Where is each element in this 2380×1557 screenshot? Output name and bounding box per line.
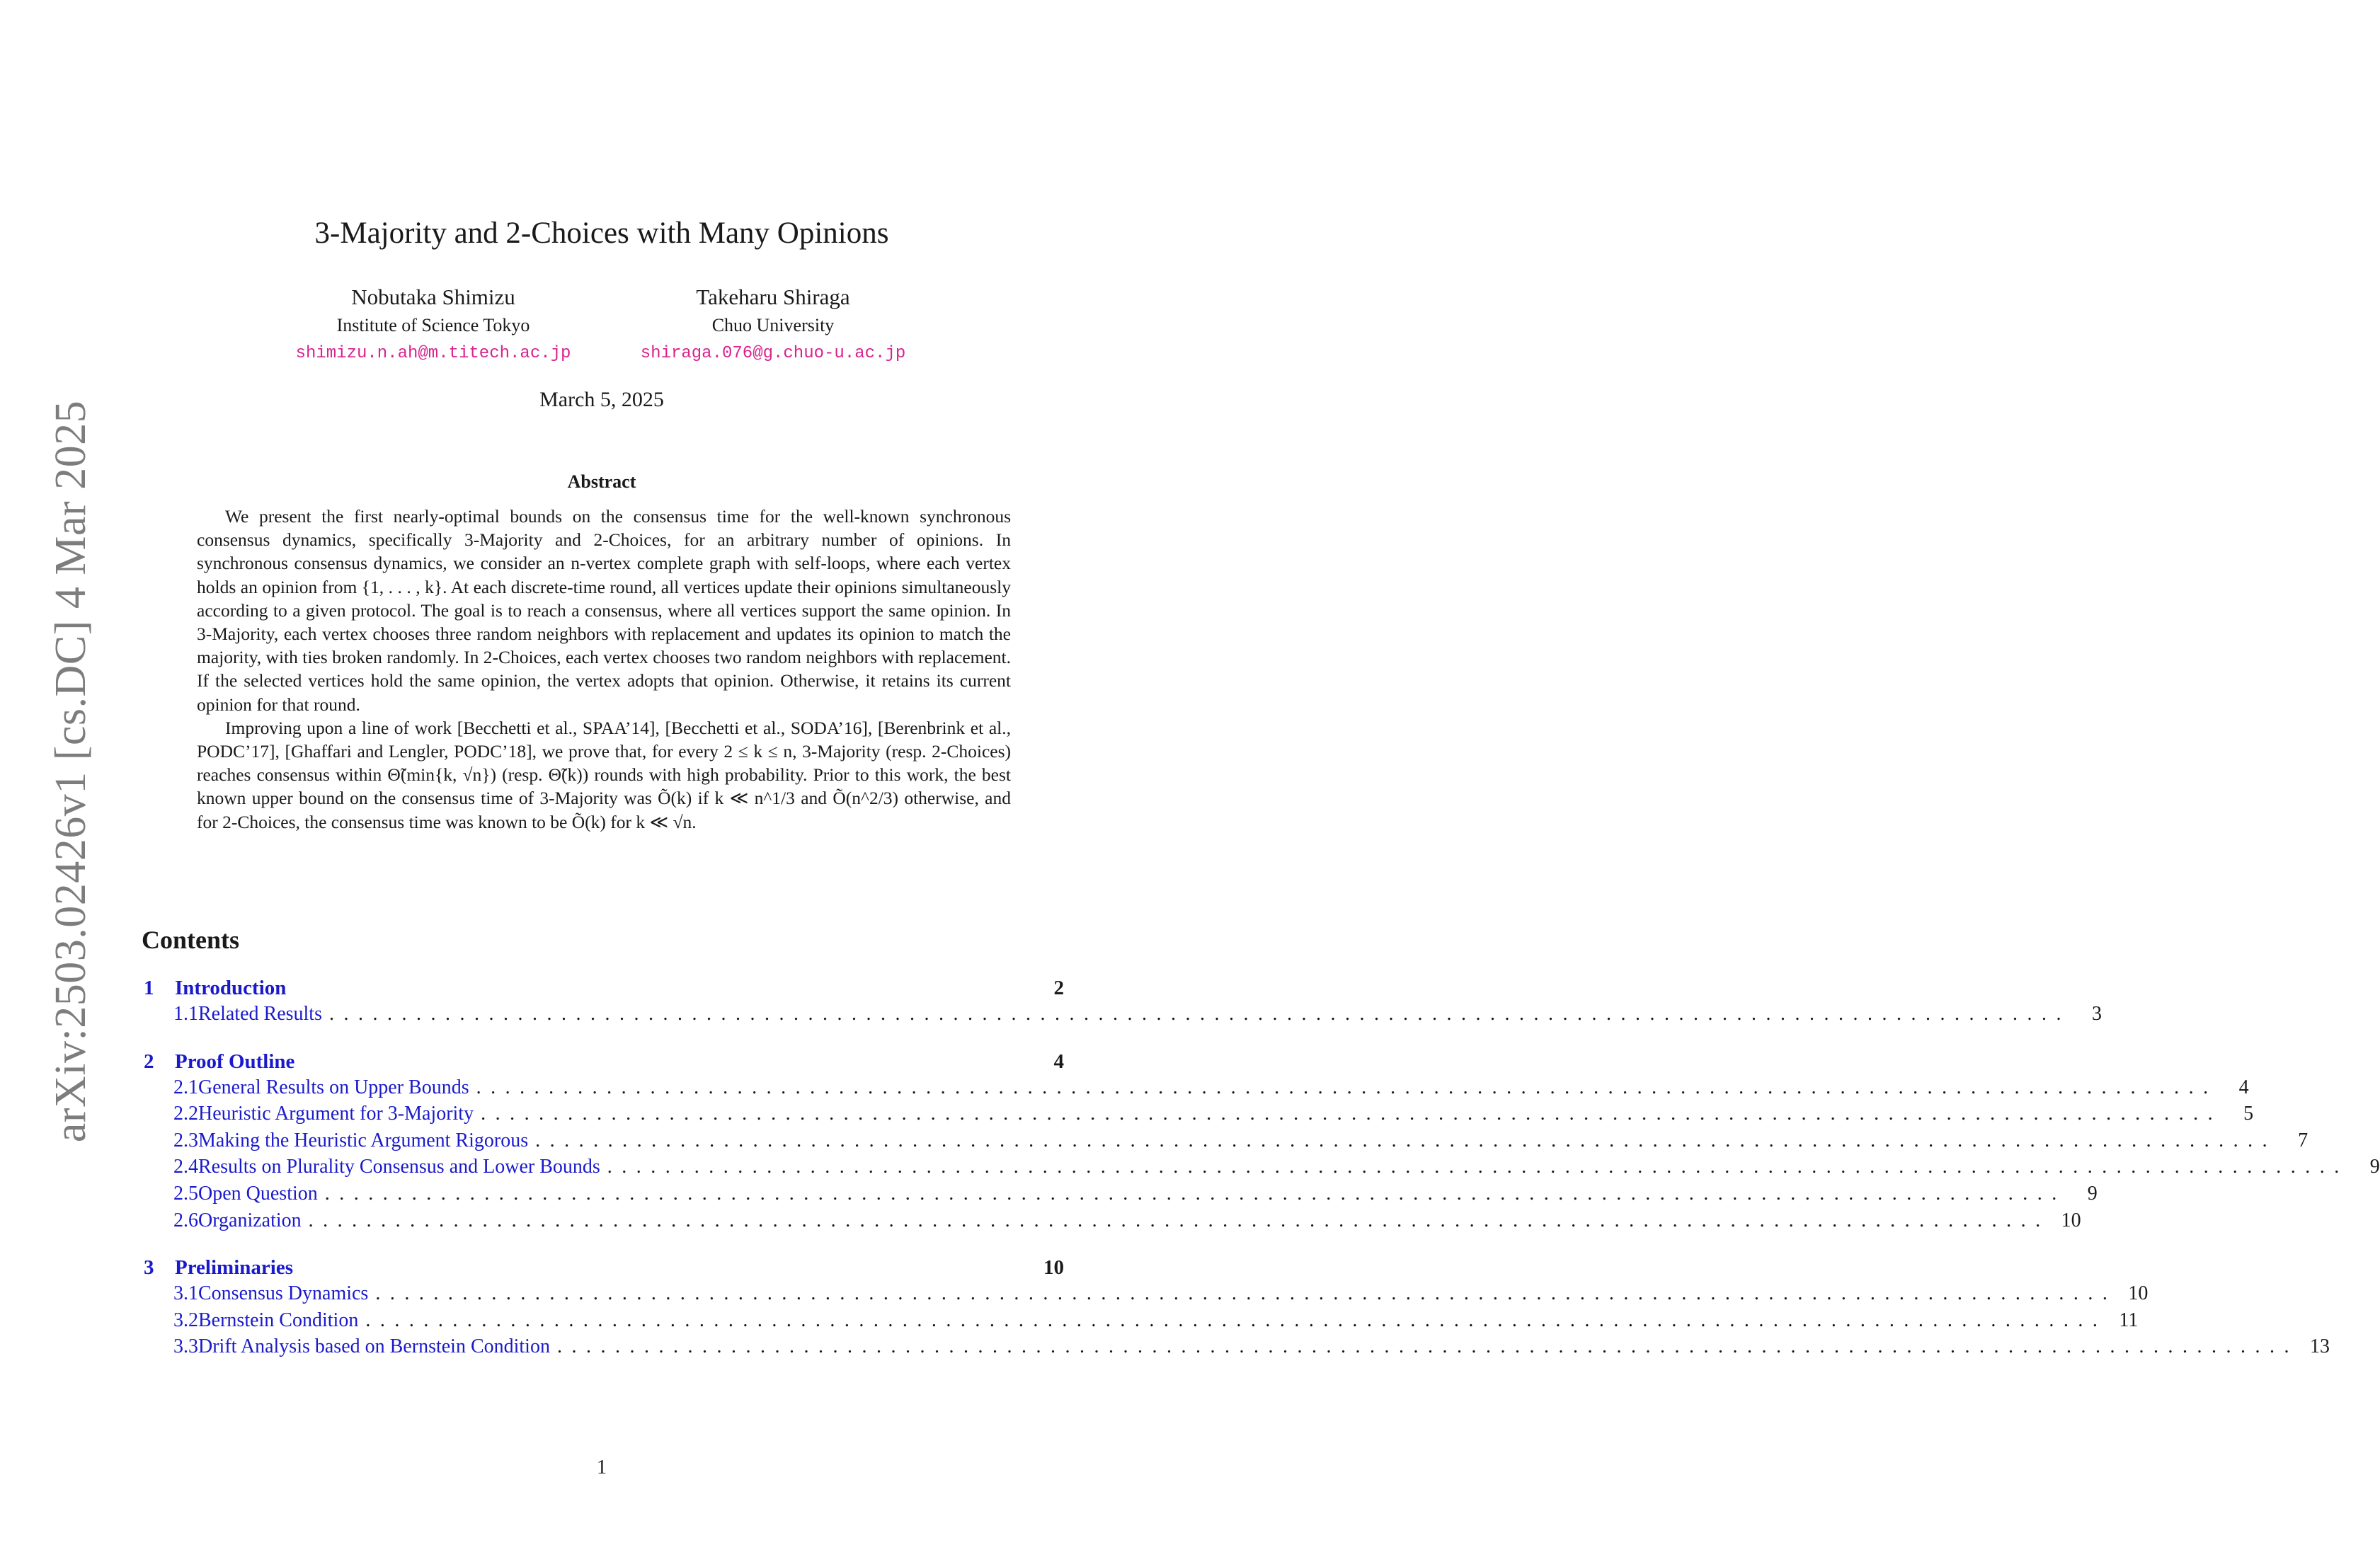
toc-subsection-entry[interactable] [144,1209,2081,1232]
contents-heading: Contents [142,926,240,954]
toc-subsection-number: 2.2 [173,1103,198,1125]
toc-page-number: 9 [2087,1183,2098,1205]
author-name: Nobutaka Shimizu [351,285,515,309]
toc-subsection-entry[interactable] [144,1309,2139,1332]
toc-subsection-link[interactable]: Results on Plurality Consensus and Lower Bounds [198,1156,600,1178]
toc-leader-dots: ........................................................................................................................ [365,1309,2107,1331]
page-number: 1 [597,1457,607,1478]
toc-subsection-entry[interactable] [144,1335,2330,1358]
toc-page-number: 2 [1053,977,1064,999]
toc-subsection-number: 1.1 [173,1003,198,1025]
toc-section-number: 2 [144,1050,154,1073]
toc-leader-dots: ........................................................................................................................ [308,1209,2050,1231]
toc-leader-dots: ........................................................................................................................ [481,1103,2223,1125]
toc-page-number: 7 [2298,1129,2309,1151]
toc-section-entry[interactable] [144,1256,1064,1280]
toc-subsection-entry[interactable] [144,1282,2149,1305]
toc-page-number: 4 [2238,1076,2249,1098]
toc-subsection-link[interactable]: General Results on Upper Bounds [198,1076,469,1098]
toc-subsection-entry[interactable] [144,1103,2254,1125]
author-block [561,283,985,368]
toc-page-number: 13 [2309,1335,2330,1358]
abstract-heading: Abstract [567,471,636,492]
toc-page-number: 10 [2061,1209,2081,1231]
toc-section-entry[interactable] [144,1050,1064,1074]
toc-page-number: 5 [2243,1103,2254,1125]
toc-leader-dots: ........................................................................................................................ [556,1335,2299,1358]
toc-subsection-number: 3.1 [173,1282,198,1305]
toc-subsection-entry[interactable] [144,1076,2249,1099]
toc-section-link[interactable]: Proof Outline [175,1050,295,1073]
toc-leader-dots: ........................................................................................................................ [535,1129,2277,1151]
toc-page-number: 10 [2128,1282,2149,1305]
toc-leader-dots: ........................................................................................................................ [324,1183,2066,1205]
toc-section-number: 3 [144,1256,154,1280]
toc-subsection-number: 2.6 [173,1209,198,1231]
toc-subsection-link[interactable]: Heuristic Argument for 3-Majority [198,1103,474,1125]
toc-subsection-entry[interactable] [144,1183,2098,1205]
toc-section-link[interactable]: Introduction [175,977,287,999]
toc-section-number: 1 [144,977,154,999]
author-affiliation: Chuo University [711,315,835,335]
toc-subsection-link[interactable]: Consensus Dynamics [198,1282,369,1305]
toc-leader-dots: ........................................................................................................................ [328,1003,2071,1025]
toc-page-number: 3 [2091,1003,2102,1025]
abstract-paragraph: Improving upon a line of work [Becchetti et al., SPAA’14], [Becchetti et al., SODA’16], [Berenbrink et al., PODC’17], [Ghaffari and Lengler, PODC’18], we prove that, for every 2 ≤ k ≤ n, 3-Majority (resp. 2-Choices) reaches consensus within Θ̃(min{k, √n}) (resp. Θ̃(k)) rounds with high probability. Prior to this work, the best known upper bound on the consensus time of 3-Majority was Õ(k) if k ≪ n^1/3 and Õ(n^2/3) otherwise, and for 2-Choices, the consensus time was known to be Õ(k) for k ≪ √n. [197,717,1011,832]
toc-subsection-number: 2.4 [173,1156,198,1178]
toc-subsection-entry[interactable] [144,1003,2102,1025]
author-name: Takeharu Shiraga [696,285,850,309]
toc-subsection-number: 3.2 [173,1309,198,1331]
toc-subsection-number: 2.1 [173,1076,198,1098]
abstract-paragraph: We present the first nearly-optimal bounds on the consensus time for the well-known synchronous consensus dynamics, specifically 3-Majority and 2-Choices, for an arbitrary number of opinions. In synchronous consensus dynamics, we consider an n-vertex complete graph with self-loops, where each vertex holds an opinion from {1, . . . , k}. At each discrete-time round, all vertices update their opinions simultaneously according to a given protocol. The goal is to reach a consensus, where all vertices support the same opinion. In 3-Majority, each vertex chooses three random neighbors with replacement and updates its opinion to match the majority, with ties broken randomly. In 2-Choices, each vertex chooses two random neighbors with replacement. If the selected vertices hold the same opinion, the vertex adopts that opinion. Otherwise, it retains its current opinion for that round. [197,506,1011,715]
author-email-link[interactable]: shiraga.076@g.chuo-u.ac.jp [640,344,906,363]
toc-leader-dots: ........................................................................................................................ [607,1156,2349,1178]
toc-subsection-link[interactable]: Related Results [198,1003,322,1025]
toc-leader-dots: ........................................................................................................................ [476,1076,2218,1098]
toc-section-link[interactable]: Preliminaries [175,1256,293,1280]
toc-page-number: 11 [2119,1309,2139,1331]
toc-subsection-entry[interactable] [144,1156,2380,1178]
toc-subsection-link[interactable]: Making the Heuristic Argument Rigorous [198,1129,529,1151]
arxiv-identifier-stamp: arXiv:2503.02426v1 [cs.DC] 4 Mar 2025 [46,400,95,1143]
toc-subsection-link[interactable]: Drift Analysis based on Bernstein Condition [198,1335,550,1358]
toc-section-entry[interactable] [144,977,1064,1000]
toc-subsection-link[interactable]: Bernstein Condition [198,1309,359,1331]
paper-title: 3-Majority and 2-Choices with Many Opinions [314,217,889,250]
author-email-link[interactable]: shimizu.n.ah@m.titech.ac.jp [295,344,571,363]
author-affiliation: Institute of Science Tokyo [336,315,530,335]
toc-subsection-entry[interactable] [144,1129,2309,1152]
toc-page-number: 9 [2369,1156,2380,1178]
paper-date: March 5, 2025 [539,388,664,411]
toc-subsection-link[interactable]: Open Question [198,1183,318,1205]
toc-subsection-number: 2.5 [173,1183,198,1205]
toc-page-number: 4 [1053,1050,1064,1073]
toc-subsection-link[interactable]: Organization [198,1209,302,1231]
toc-leader-dots: ........................................................................................................................ [375,1282,2117,1305]
abstract-body [197,505,1011,834]
toc-subsection-number: 2.3 [173,1129,198,1151]
toc-subsection-number: 3.3 [173,1335,198,1358]
toc-page-number: 10 [1043,1256,1064,1280]
